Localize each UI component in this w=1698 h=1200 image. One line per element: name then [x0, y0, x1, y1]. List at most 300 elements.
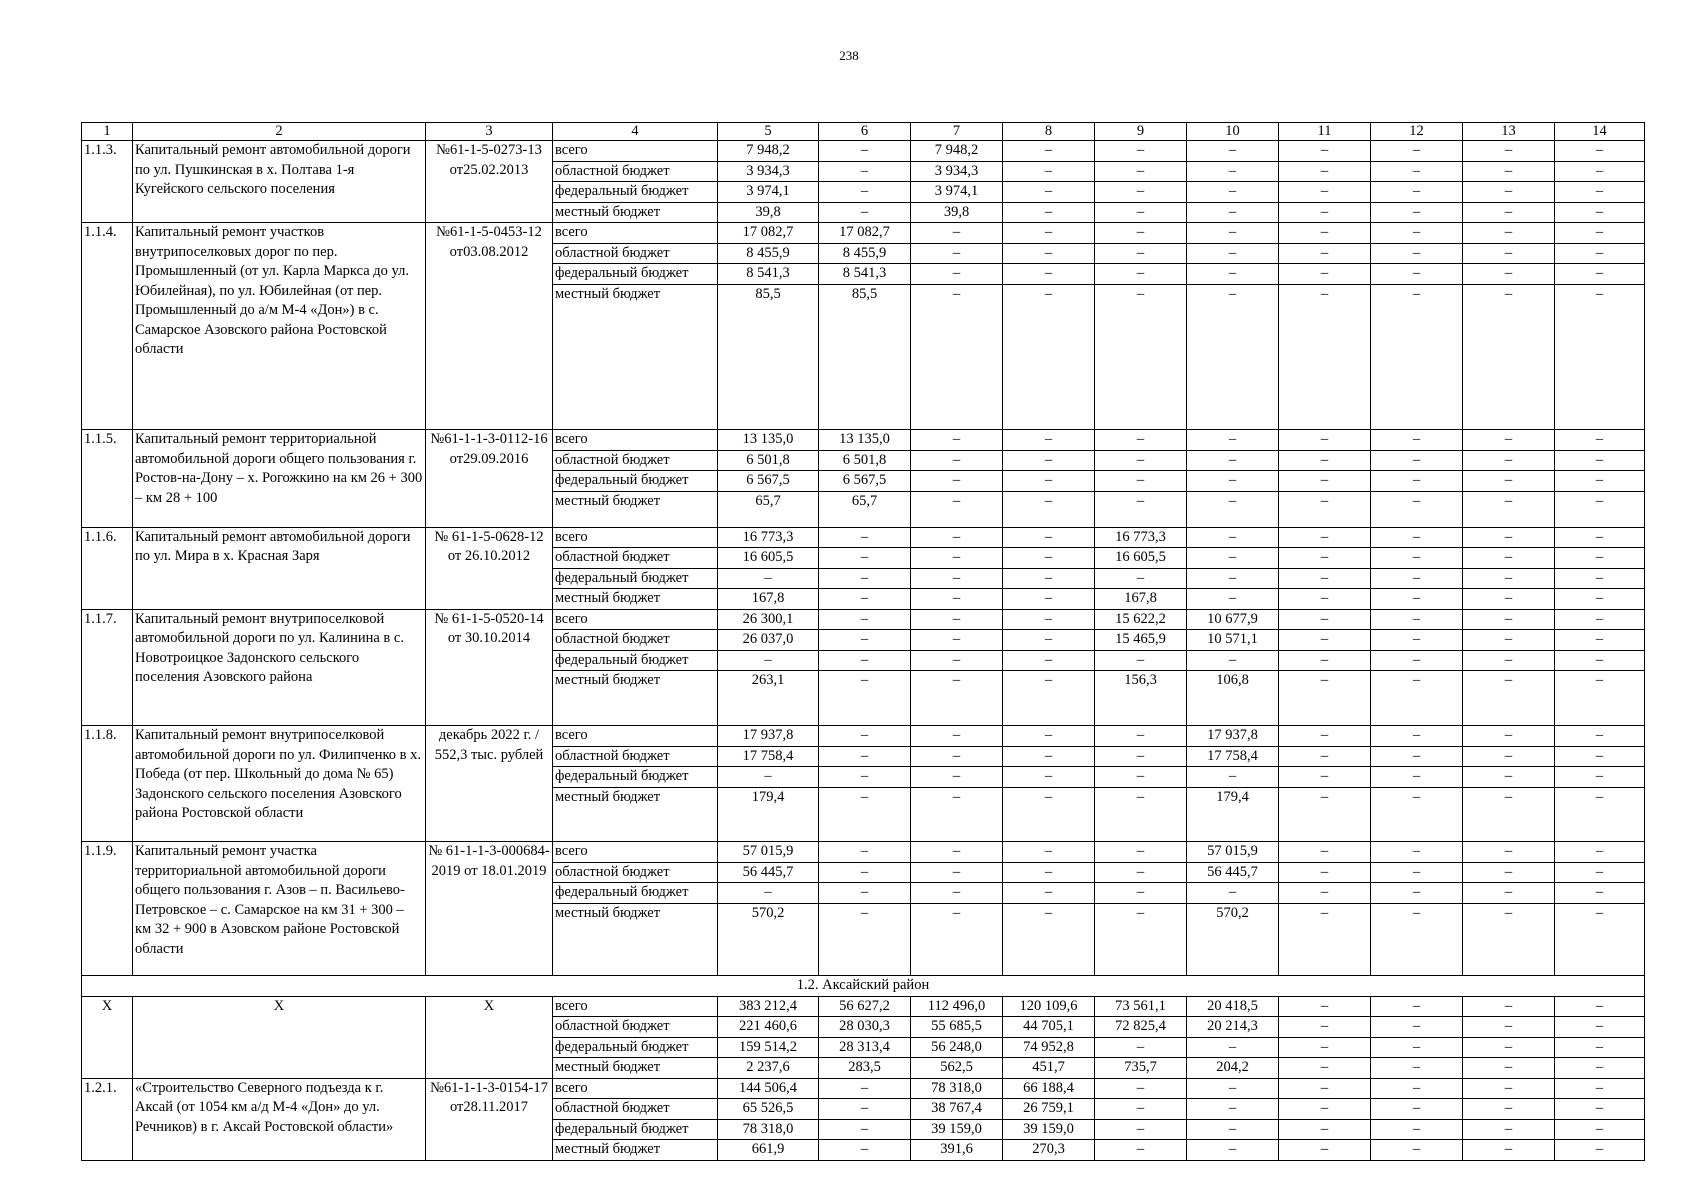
value-cell: –: [1463, 243, 1555, 264]
value-cell: 16 773,3: [718, 527, 819, 548]
column-number: 4: [553, 123, 718, 141]
value-cell: –: [1371, 182, 1463, 203]
value-cell: –: [1371, 202, 1463, 223]
value-cell: –: [1555, 223, 1645, 244]
value-cell: –: [1279, 842, 1371, 863]
value-cell: –: [1187, 527, 1279, 548]
value-cell: –: [1371, 568, 1463, 589]
value-cell: –: [819, 527, 911, 548]
value-cell: –: [1463, 491, 1555, 527]
value-cell: 39,8: [718, 202, 819, 223]
value-cell: –: [1371, 243, 1463, 264]
value-cell: –: [1463, 1017, 1555, 1038]
funding-source: местный бюджет: [553, 1140, 718, 1161]
value-cell: 7 948,2: [911, 141, 1003, 162]
value-cell: 159 514,2: [718, 1037, 819, 1058]
value-cell: –: [911, 471, 1003, 492]
funding-source: областной бюджет: [553, 548, 718, 569]
table-row: [82, 996, 1645, 1017]
value-cell: –: [1555, 1037, 1645, 1058]
value-cell: –: [1463, 726, 1555, 747]
value-cell: –: [1463, 1119, 1555, 1140]
value-cell: 6 567,5: [819, 471, 911, 492]
value-cell: 28 030,3: [819, 1017, 911, 1038]
value-cell: –: [1187, 182, 1279, 203]
value-cell: –: [819, 1119, 911, 1140]
value-cell: –: [1555, 264, 1645, 285]
value-cell: –: [1095, 726, 1187, 747]
value-cell: –: [1187, 1037, 1279, 1058]
column-number: 12: [1371, 123, 1463, 141]
funding-source: федеральный бюджет: [553, 182, 718, 203]
value-cell: 16 605,5: [718, 548, 819, 569]
value-cell: –: [819, 1078, 911, 1099]
value-cell: 39,8: [911, 202, 1003, 223]
value-cell: –: [819, 842, 911, 863]
value-cell: –: [1187, 161, 1279, 182]
value-cell: –: [1279, 883, 1371, 904]
value-cell: –: [911, 630, 1003, 651]
value-cell: –: [1095, 767, 1187, 788]
value-cell: –: [1187, 568, 1279, 589]
value-cell: –: [1095, 650, 1187, 671]
value-cell: –: [1095, 903, 1187, 976]
value-cell: –: [1463, 862, 1555, 883]
column-number: 2: [133, 123, 426, 141]
value-cell: 16 773,3: [1095, 527, 1187, 548]
value-cell: –: [1555, 450, 1645, 471]
value-cell: –: [911, 726, 1003, 747]
value-cell: –: [1279, 767, 1371, 788]
value-cell: 15 622,2: [1095, 609, 1187, 630]
column-number: 3: [426, 123, 553, 141]
value-cell: –: [1279, 264, 1371, 285]
column-number: 11: [1279, 123, 1371, 141]
value-cell: 13 135,0: [819, 430, 911, 451]
value-cell: –: [1371, 630, 1463, 651]
value-cell: –: [1279, 161, 1371, 182]
value-cell: –: [1555, 726, 1645, 747]
value-cell: –: [1463, 1078, 1555, 1099]
value-cell: –: [1279, 1017, 1371, 1038]
value-cell: –: [1095, 1078, 1187, 1099]
value-cell: –: [1463, 630, 1555, 651]
value-cell: 85,5: [819, 284, 911, 430]
value-cell: –: [1555, 746, 1645, 767]
value-cell: –: [1187, 1078, 1279, 1099]
value-cell: –: [1279, 471, 1371, 492]
value-cell: –: [1003, 527, 1095, 548]
value-cell: –: [1095, 264, 1187, 285]
value-cell: 65,7: [819, 491, 911, 527]
value-cell: –: [1003, 430, 1095, 451]
funding-source: всего: [553, 996, 718, 1017]
value-cell: 28 313,4: [819, 1037, 911, 1058]
value-cell: 6 501,8: [718, 450, 819, 471]
value-cell: –: [718, 568, 819, 589]
value-cell: 391,6: [911, 1140, 1003, 1161]
value-cell: –: [1555, 589, 1645, 610]
column-number: 7: [911, 123, 1003, 141]
value-cell: –: [1003, 650, 1095, 671]
funding-source: местный бюджет: [553, 903, 718, 976]
value-cell: –: [1279, 1119, 1371, 1140]
value-cell: –: [1555, 1058, 1645, 1079]
value-cell: –: [1463, 527, 1555, 548]
value-cell: –: [1463, 450, 1555, 471]
table-row: [82, 1078, 1645, 1099]
value-cell: –: [1003, 589, 1095, 610]
column-number: 14: [1555, 123, 1645, 141]
value-cell: –: [1095, 450, 1187, 471]
value-cell: 16 605,5: [1095, 548, 1187, 569]
value-cell: –: [911, 650, 1003, 671]
value-cell: 570,2: [1187, 903, 1279, 976]
value-cell: 13 135,0: [718, 430, 819, 451]
value-cell: –: [1279, 630, 1371, 651]
funding-source: всего: [553, 842, 718, 863]
funding-source: федеральный бюджет: [553, 883, 718, 904]
value-cell: –: [1279, 450, 1371, 471]
value-cell: 17 937,8: [718, 726, 819, 747]
value-cell: –: [1095, 202, 1187, 223]
value-cell: 204,2: [1187, 1058, 1279, 1079]
item-name: X: [133, 996, 426, 1078]
value-cell: 735,7: [1095, 1058, 1187, 1079]
funding-source: местный бюджет: [553, 202, 718, 223]
value-cell: –: [1187, 883, 1279, 904]
value-cell: –: [1003, 491, 1095, 527]
funding-source: местный бюджет: [553, 1058, 718, 1079]
value-cell: –: [1463, 264, 1555, 285]
value-cell: –: [1003, 726, 1095, 747]
value-cell: 17 082,7: [718, 223, 819, 244]
funding-source: областной бюджет: [553, 630, 718, 651]
value-cell: 7 948,2: [718, 141, 819, 162]
funding-source: областной бюджет: [553, 746, 718, 767]
value-cell: 56 248,0: [911, 1037, 1003, 1058]
item-name: Капитальный ремонт внутрипоселковой автомобильной дороги по ул. Калинина в с. Новотроицкое Задонского сельского поселения Азовского района: [133, 609, 426, 725]
value-cell: 3 974,1: [718, 182, 819, 203]
value-cell: –: [1555, 1119, 1645, 1140]
document-ref: №61-1-5-0273-13 от25.02.2013: [426, 141, 553, 223]
value-cell: –: [1095, 1140, 1187, 1161]
value-cell: –: [1463, 1140, 1555, 1161]
funding-source: всего: [553, 527, 718, 548]
value-cell: 65 526,5: [718, 1099, 819, 1120]
value-cell: –: [1003, 161, 1095, 182]
value-cell: –: [1371, 491, 1463, 527]
value-cell: –: [1095, 161, 1187, 182]
value-cell: –: [911, 450, 1003, 471]
column-number: 9: [1095, 123, 1187, 141]
value-cell: –: [1555, 671, 1645, 726]
value-cell: –: [1371, 1119, 1463, 1140]
value-cell: –: [1279, 141, 1371, 162]
value-cell: 26 300,1: [718, 609, 819, 630]
value-cell: 20 214,3: [1187, 1017, 1279, 1038]
funding-source: федеральный бюджет: [553, 1119, 718, 1140]
value-cell: –: [1555, 1099, 1645, 1120]
value-cell: –: [1555, 1017, 1645, 1038]
funding-source: областной бюджет: [553, 1017, 718, 1038]
item-name: Капитальный ремонт участка территориальной автомобильной дороги общего пользования г. Азов – п. Васильево-Петровское – с. Самарское на км 31 + 300 – км 32 + 900 в Азовском районе Ростовской области: [133, 842, 426, 976]
value-cell: –: [1095, 243, 1187, 264]
value-cell: –: [911, 284, 1003, 430]
value-cell: –: [1279, 1058, 1371, 1079]
value-cell: –: [1463, 903, 1555, 976]
table-row: [82, 141, 1645, 162]
value-cell: –: [1095, 746, 1187, 767]
value-cell: 270,3: [1003, 1140, 1095, 1161]
value-cell: –: [1003, 182, 1095, 203]
funding-source: федеральный бюджет: [553, 767, 718, 788]
value-cell: –: [1463, 161, 1555, 182]
value-cell: –: [1463, 589, 1555, 610]
table-row: [82, 609, 1645, 630]
funding-source: федеральный бюджет: [553, 1037, 718, 1058]
value-cell: –: [1463, 182, 1555, 203]
value-cell: 57 015,9: [1187, 842, 1279, 863]
value-cell: –: [911, 491, 1003, 527]
value-cell: –: [1555, 491, 1645, 527]
value-cell: –: [1371, 223, 1463, 244]
value-cell: –: [1279, 243, 1371, 264]
value-cell: –: [1463, 1099, 1555, 1120]
item-name: Капитальный ремонт территориальной автомобильной дороги общего пользования г. Ростов-на-Дону – х. Рогожкино на км 26 + 300 – км 28 + 100: [133, 430, 426, 528]
value-cell: –: [1003, 903, 1095, 976]
value-cell: –: [1371, 161, 1463, 182]
value-cell: –: [1095, 284, 1187, 430]
value-cell: 66 188,4: [1003, 1078, 1095, 1099]
value-cell: –: [1003, 223, 1095, 244]
column-number: 10: [1187, 123, 1279, 141]
value-cell: –: [1095, 491, 1187, 527]
value-cell: –: [1463, 650, 1555, 671]
header-row: [82, 123, 1645, 141]
value-cell: –: [1279, 1078, 1371, 1099]
value-cell: –: [819, 903, 911, 976]
value-cell: –: [1279, 548, 1371, 569]
funding-source: областной бюджет: [553, 1099, 718, 1120]
value-cell: 15 465,9: [1095, 630, 1187, 651]
funding-source: всего: [553, 430, 718, 451]
value-cell: –: [1463, 141, 1555, 162]
value-cell: 38 767,4: [911, 1099, 1003, 1120]
funding-source: федеральный бюджет: [553, 471, 718, 492]
value-cell: 85,5: [718, 284, 819, 430]
page-number: 238: [839, 48, 859, 63]
value-cell: –: [1003, 630, 1095, 651]
table-row: [82, 223, 1645, 244]
value-cell: –: [819, 767, 911, 788]
value-cell: –: [1371, 1078, 1463, 1099]
value-cell: –: [1371, 767, 1463, 788]
value-cell: –: [1555, 1140, 1645, 1161]
value-cell: –: [1463, 223, 1555, 244]
value-cell: –: [819, 746, 911, 767]
value-cell: 661,9: [718, 1140, 819, 1161]
value-cell: –: [1371, 1099, 1463, 1120]
value-cell: –: [1555, 471, 1645, 492]
value-cell: –: [718, 767, 819, 788]
value-cell: –: [1371, 548, 1463, 569]
value-cell: –: [1463, 430, 1555, 451]
document-ref: № 61-1-5-0628-12 от 26.10.2012: [426, 527, 553, 609]
value-cell: –: [1279, 223, 1371, 244]
value-cell: –: [1371, 746, 1463, 767]
value-cell: –: [1371, 1140, 1463, 1161]
value-cell: 72 825,4: [1095, 1017, 1187, 1038]
value-cell: –: [1003, 243, 1095, 264]
value-cell: –: [1555, 903, 1645, 976]
value-cell: –: [1279, 1037, 1371, 1058]
value-cell: –: [1555, 161, 1645, 182]
value-cell: –: [1463, 996, 1555, 1017]
value-cell: –: [1003, 862, 1095, 883]
value-cell: –: [1003, 883, 1095, 904]
item-number: X: [82, 996, 133, 1078]
funding-source: местный бюджет: [553, 787, 718, 842]
value-cell: –: [1003, 842, 1095, 863]
value-cell: –: [1555, 787, 1645, 842]
value-cell: –: [819, 1140, 911, 1161]
value-cell: –: [819, 609, 911, 630]
value-cell: –: [1279, 202, 1371, 223]
value-cell: –: [1279, 527, 1371, 548]
value-cell: –: [911, 903, 1003, 976]
value-cell: –: [1371, 671, 1463, 726]
value-cell: 44 705,1: [1003, 1017, 1095, 1038]
value-cell: –: [1003, 609, 1095, 630]
value-cell: –: [1555, 141, 1645, 162]
value-cell: 20 418,5: [1187, 996, 1279, 1017]
value-cell: 383 212,4: [718, 996, 819, 1017]
value-cell: –: [1371, 787, 1463, 842]
value-cell: –: [1463, 842, 1555, 863]
value-cell: –: [1279, 787, 1371, 842]
value-cell: –: [1279, 609, 1371, 630]
value-cell: 2 237,6: [718, 1058, 819, 1079]
value-cell: –: [1463, 548, 1555, 569]
value-cell: –: [1371, 471, 1463, 492]
value-cell: –: [1003, 671, 1095, 726]
value-cell: –: [1555, 202, 1645, 223]
value-cell: –: [1095, 787, 1187, 842]
value-cell: –: [1279, 1140, 1371, 1161]
value-cell: –: [1187, 1099, 1279, 1120]
document-ref: № 61-1-5-0520-14 от 30.10.2014: [426, 609, 553, 725]
value-cell: 26 037,0: [718, 630, 819, 651]
value-cell: –: [911, 527, 1003, 548]
value-cell: –: [1371, 1058, 1463, 1079]
value-cell: 3 934,3: [911, 161, 1003, 182]
value-cell: –: [819, 630, 911, 651]
value-cell: –: [1371, 996, 1463, 1017]
value-cell: –: [911, 862, 1003, 883]
value-cell: –: [1371, 650, 1463, 671]
value-cell: –: [1371, 842, 1463, 863]
item-number: 1.1.5.: [82, 430, 133, 528]
value-cell: –: [1003, 450, 1095, 471]
value-cell: 167,8: [1095, 589, 1187, 610]
value-cell: 74 952,8: [1003, 1037, 1095, 1058]
value-cell: 221 460,6: [718, 1017, 819, 1038]
value-cell: 8 541,3: [718, 264, 819, 285]
value-cell: –: [1555, 243, 1645, 264]
value-cell: –: [819, 883, 911, 904]
value-cell: –: [1371, 903, 1463, 976]
value-cell: –: [819, 650, 911, 671]
funding-source: местный бюджет: [553, 671, 718, 726]
value-cell: 8 455,9: [819, 243, 911, 264]
funding-source: всего: [553, 141, 718, 162]
table-row: [82, 842, 1645, 863]
value-cell: –: [1463, 284, 1555, 430]
value-cell: –: [1003, 568, 1095, 589]
value-cell: –: [1187, 1119, 1279, 1140]
value-cell: –: [1371, 430, 1463, 451]
funding-source: федеральный бюджет: [553, 650, 718, 671]
value-cell: –: [1279, 430, 1371, 451]
value-cell: –: [1003, 787, 1095, 842]
item-number: 1.1.3.: [82, 141, 133, 223]
funding-source: местный бюджет: [553, 491, 718, 527]
value-cell: 106,8: [1187, 671, 1279, 726]
column-number: 13: [1463, 123, 1555, 141]
value-cell: –: [1463, 787, 1555, 842]
item-number: 1.1.9.: [82, 842, 133, 976]
value-cell: –: [1371, 264, 1463, 285]
value-cell: 17 937,8: [1187, 726, 1279, 747]
funding-source: местный бюджет: [553, 589, 718, 610]
item-number: 1.1.8.: [82, 726, 133, 842]
value-cell: 65,7: [718, 491, 819, 527]
value-cell: 39 159,0: [911, 1119, 1003, 1140]
item-name: Капитальный ремонт автомобильной дороги по ул. Пушкинская в х. Полтава 1-я Кугейского сельского поселения: [133, 141, 426, 223]
value-cell: 570,2: [718, 903, 819, 976]
item-number: 1.1.6.: [82, 527, 133, 609]
table-row: [82, 726, 1645, 747]
table-row: [82, 527, 1645, 548]
value-cell: –: [1463, 883, 1555, 904]
value-cell: –: [1095, 862, 1187, 883]
value-cell: 10 677,9: [1187, 609, 1279, 630]
value-cell: –: [911, 430, 1003, 451]
funding-source: федеральный бюджет: [553, 264, 718, 285]
value-cell: 17 082,7: [819, 223, 911, 244]
value-cell: 78 318,0: [718, 1119, 819, 1140]
item-number: 1.1.7.: [82, 609, 133, 725]
value-cell: 56 445,7: [718, 862, 819, 883]
value-cell: –: [1279, 996, 1371, 1017]
document-ref: декабрь 2022 г. / 552,3 тыс. рублей: [426, 726, 553, 842]
value-cell: –: [911, 548, 1003, 569]
value-cell: –: [1187, 243, 1279, 264]
value-cell: –: [911, 883, 1003, 904]
value-cell: –: [1371, 862, 1463, 883]
value-cell: –: [911, 264, 1003, 285]
value-cell: –: [1555, 527, 1645, 548]
value-cell: –: [819, 141, 911, 162]
value-cell: –: [1279, 182, 1371, 203]
value-cell: –: [819, 568, 911, 589]
value-cell: –: [819, 589, 911, 610]
column-number: 8: [1003, 123, 1095, 141]
section-title: 1.2. Аксайский район: [82, 976, 1645, 997]
value-cell: 3 934,3: [718, 161, 819, 182]
value-cell: –: [911, 568, 1003, 589]
